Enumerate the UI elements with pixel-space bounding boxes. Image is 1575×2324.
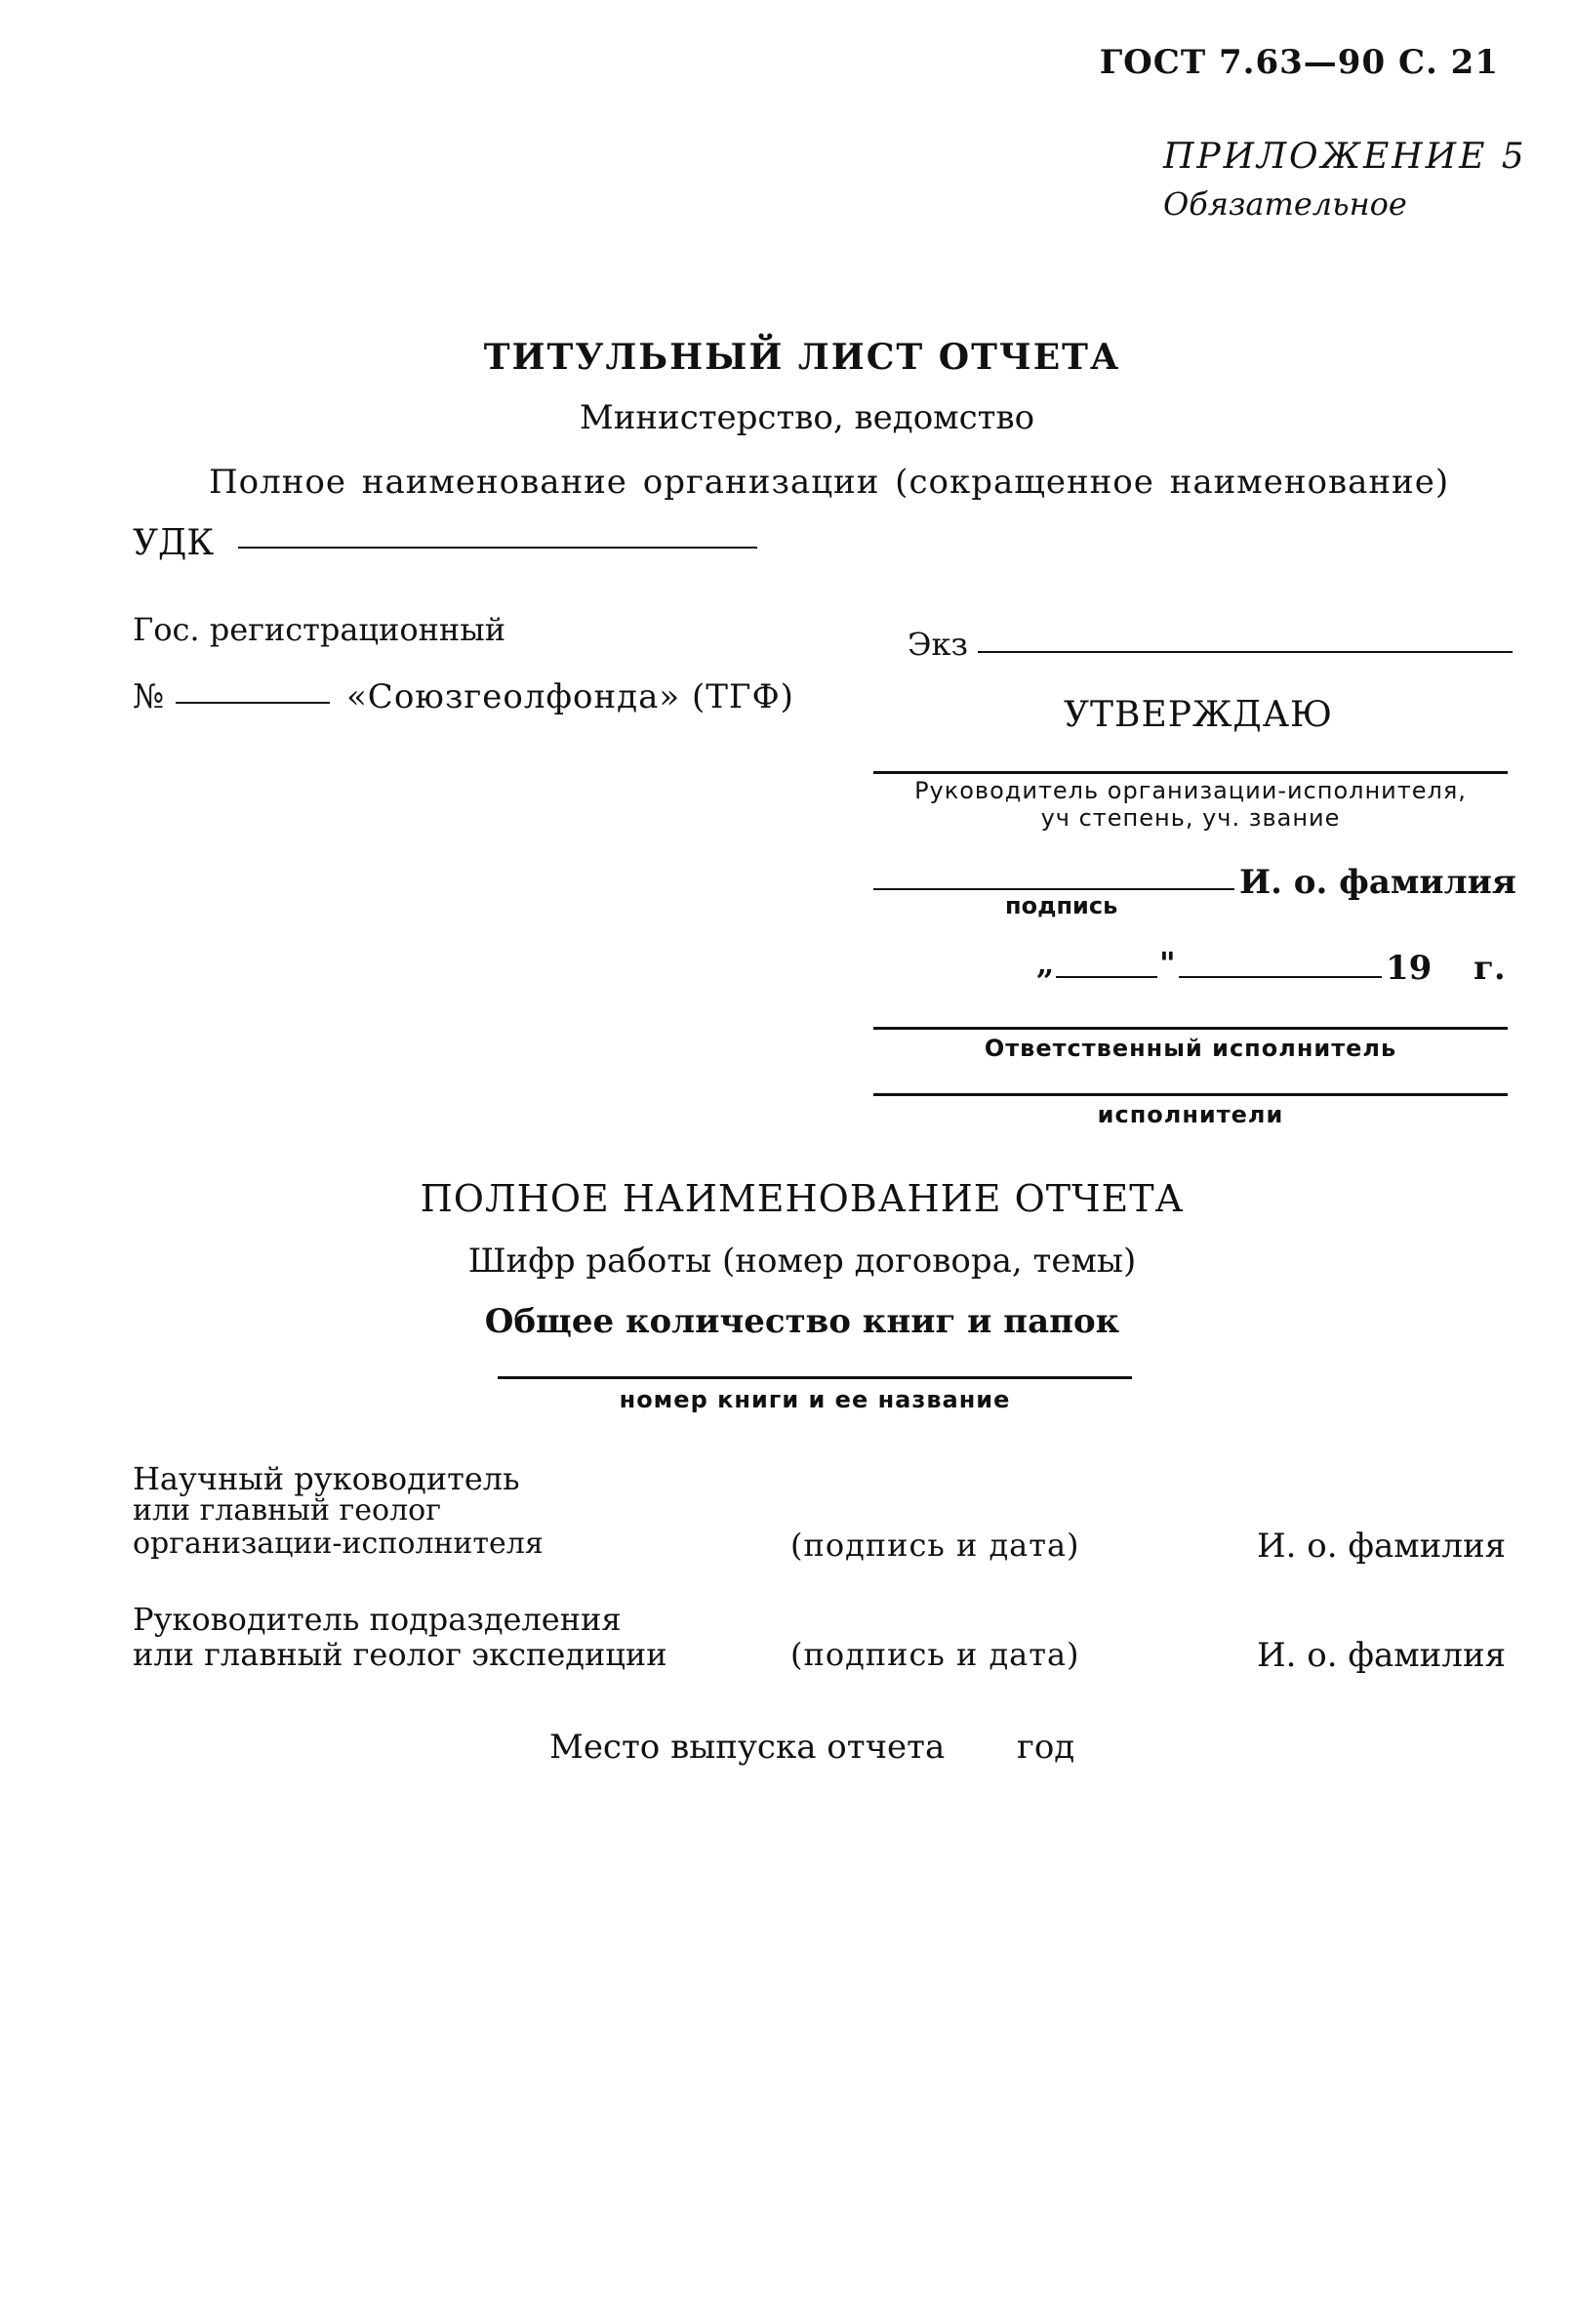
approver-name: И. о. фамилия	[1239, 863, 1516, 902]
registration-label: Гос. регистрационный	[133, 611, 506, 648]
udk-underline	[238, 547, 757, 549]
copy-label: Экз	[908, 626, 968, 663]
registration-number-sign: №	[133, 677, 165, 716]
date-close-quote: "	[1159, 945, 1176, 982]
signature-line	[873, 888, 1234, 890]
appendix-status: Обязательное	[1163, 185, 1407, 223]
responsible-label: Ответственный исполнитель	[984, 1035, 1397, 1062]
signature-date-2: (подпись и дата)	[790, 1636, 1080, 1673]
department-head-line2: или главный геолог экспедиции	[133, 1636, 667, 1673]
approver-role: Руководитель организации-исполнителя,	[914, 777, 1467, 804]
page-title: ТИТУЛЬНЫЙ ЛИСТ ОТЧЕТА	[483, 337, 1121, 378]
book-label: номер книги и ее название	[619, 1386, 1011, 1413]
scientific-supervisor-line2: или главный геолог	[133, 1493, 441, 1528]
standard-code: ГОСТ 7.63—90 С. 21	[1099, 43, 1499, 82]
signature-label: подпись	[1005, 892, 1118, 919]
appendix-number: ПРИЛОЖЕНИЕ 5	[1163, 137, 1527, 177]
scientific-supervisor-line1: Научный руководитель	[133, 1460, 520, 1497]
book-line	[498, 1376, 1132, 1379]
issue-year: год	[1017, 1728, 1075, 1767]
udk-label: УДК	[133, 523, 215, 563]
date-open-quote: „	[1036, 945, 1055, 982]
date-day-line	[1056, 976, 1157, 978]
date-month-line	[1179, 976, 1382, 978]
executors-label: исполнители	[1097, 1101, 1284, 1128]
responsible-line	[873, 1027, 1508, 1030]
signature-date-1: (подпись и дата)	[790, 1527, 1080, 1564]
copy-underline	[978, 651, 1513, 653]
department-head-line1: Руководитель подразделения	[133, 1601, 622, 1638]
registration-fund: «Союзгеолфонда» (ТГФ)	[346, 677, 794, 716]
registration-number-line	[176, 702, 330, 704]
books-count: Общее количество книг и папок	[484, 1302, 1120, 1341]
approver-degree: уч степень, уч. звание	[1040, 804, 1341, 832]
date-year: 19	[1386, 949, 1433, 988]
work-cipher: Шифр работы (номер договора, темы)	[467, 1242, 1137, 1281]
approve-heading: УТВЕРЖДАЮ	[1064, 695, 1333, 735]
report-title: ПОЛНОЕ НАИМЕНОВАНИЕ ОТЧЕТА	[420, 1177, 1185, 1220]
supervisor-name: И. о. фамилия	[1257, 1527, 1507, 1566]
ministry-line: Министерство, ведомство	[579, 398, 1035, 437]
approver-line	[873, 771, 1508, 774]
organization-line: Полное наименование организации (сокращенное наименование)	[209, 463, 1450, 502]
issue-place: Место выпуска отчета	[549, 1728, 946, 1767]
scientific-supervisor-line3: организации-исполнителя	[133, 1527, 544, 1561]
department-head-name: И. о. фамилия	[1257, 1636, 1507, 1675]
executors-line	[873, 1093, 1508, 1096]
date-suffix: г.	[1474, 949, 1506, 988]
